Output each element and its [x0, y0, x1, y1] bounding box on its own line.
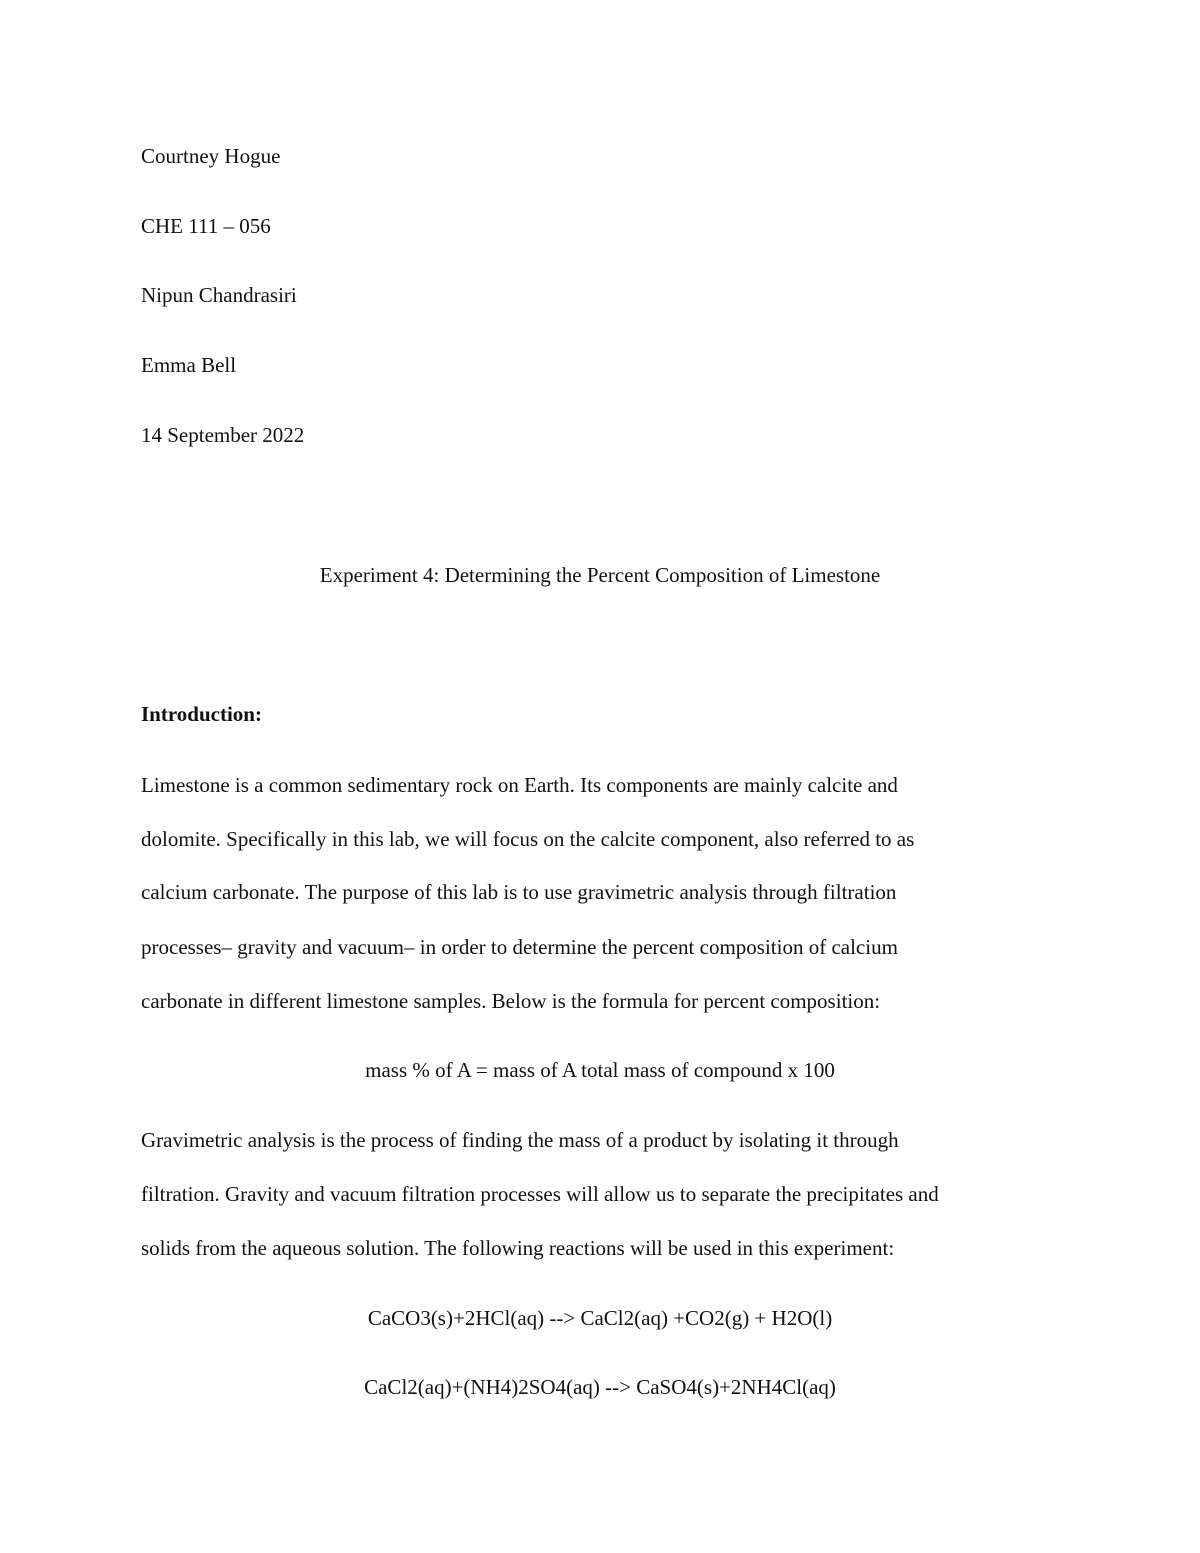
student-name: Courtney Hogue	[141, 144, 281, 168]
paragraph-line: dolomite. Specifically in this lab, we will focus on the calcite component, also referred to as	[141, 827, 915, 851]
paragraph-line: solids from the aqueous solution. The following reactions will be used in this experiment:	[141, 1236, 895, 1260]
paragraph-line: Gravimetric analysis is the process of finding the mass of a product by isolating it through	[141, 1128, 899, 1152]
paragraph-line: Limestone is a common sedimentary rock on Earth. Its components are mainly calcite and	[141, 773, 898, 797]
paragraph-line: carbonate in different limestone samples. Below is the formula for percent composition:	[141, 989, 881, 1013]
reaction-equation-1: CaCO3(s)+2HCl(aq) --> CaCl2(aq) +CO2(g) + H2O(l)	[367, 1306, 833, 1330]
partner-name: Emma Bell	[141, 353, 237, 377]
introduction-heading: Introduction:	[141, 702, 262, 726]
paragraph-line: filtration. Gravity and vacuum filtration processes will allow us to separate the precipitates and	[141, 1182, 939, 1206]
paragraph-line: calcium carbonate. The purpose of this lab is to use gravimetric analysis through filtration	[141, 880, 897, 904]
document-date: 14 September 2022	[141, 423, 305, 447]
document-title: Experiment 4: Determining the Percent Composition of Limestone	[319, 563, 881, 587]
percent-composition-formula: mass % of A = mass of A total mass of compound x 100	[365, 1058, 835, 1082]
paragraph-line: processes– gravity and vacuum– in order to determine the percent composition of calcium	[141, 935, 898, 959]
instructor-name: Nipun Chandrasiri	[141, 283, 297, 307]
course-number: CHE 111 – 056	[141, 214, 271, 238]
reaction-equation-2: CaCl2(aq)+(NH4)2SO4(aq) --> CaSO4(s)+2NH4Cl(aq)	[364, 1375, 836, 1399]
